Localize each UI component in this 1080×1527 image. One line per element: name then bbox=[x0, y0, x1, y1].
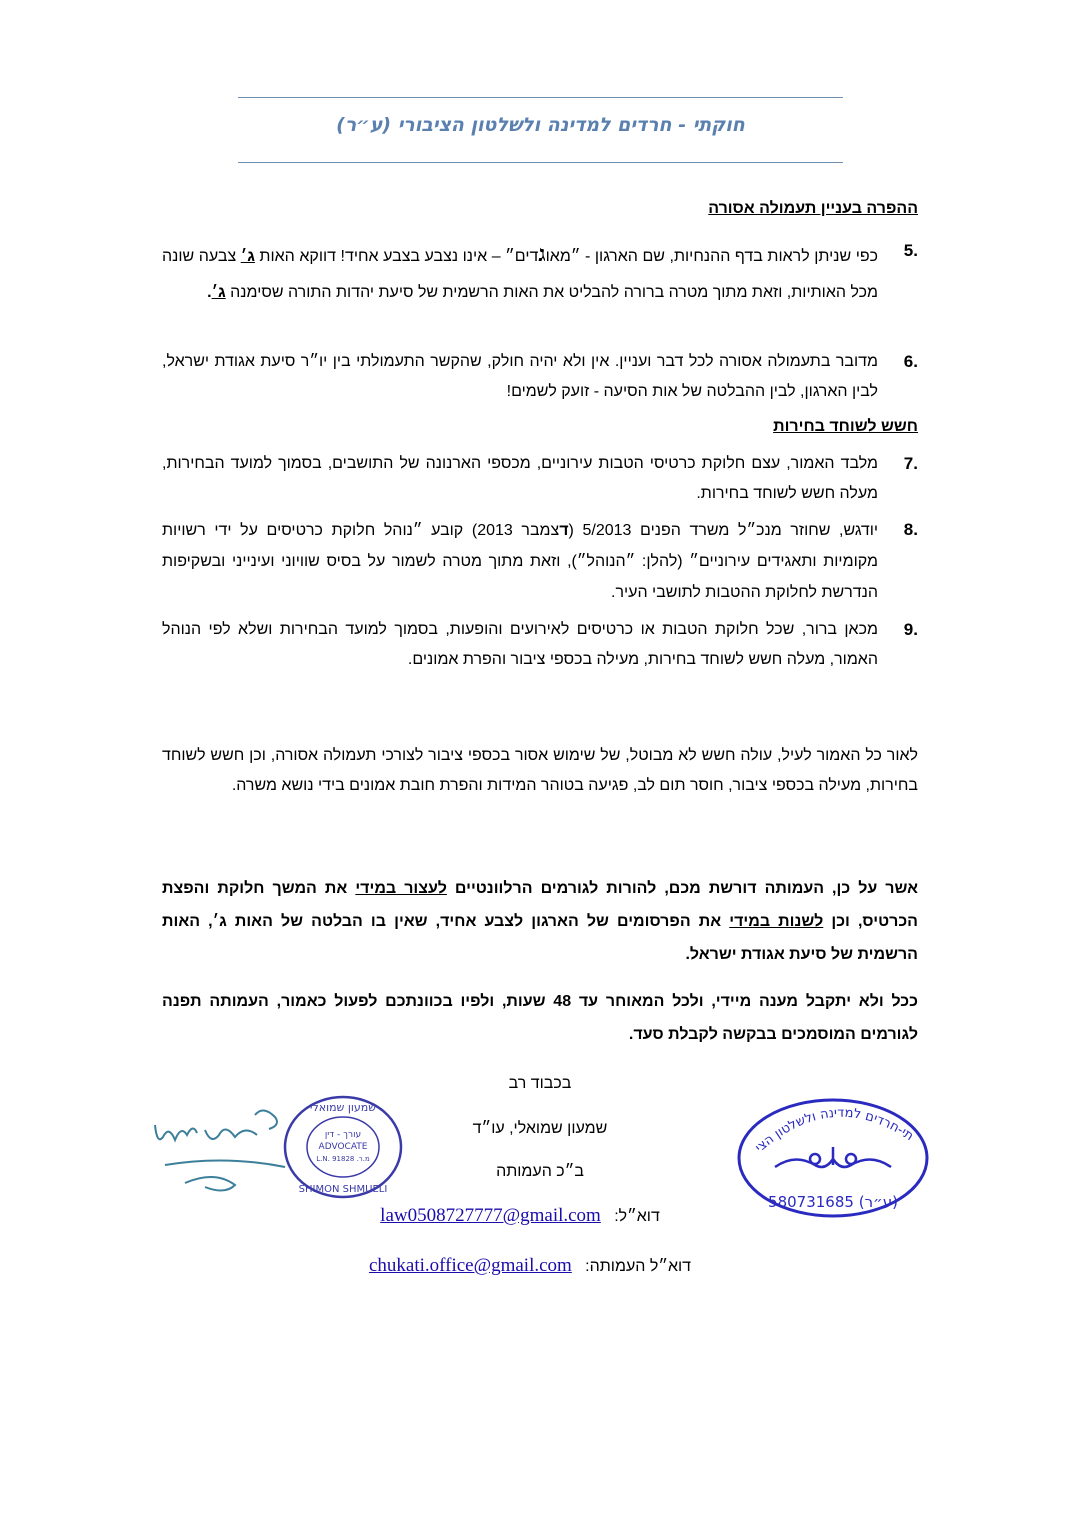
email-label: דוא״ל: bbox=[614, 1208, 660, 1225]
clause-text-part: . bbox=[207, 284, 212, 301]
clause-9 bbox=[162, 615, 918, 675]
clause-text bbox=[162, 515, 878, 608]
clause-text: מכאן ברור, שכל חלוקת הטבות או כרטיסים לאירועים והופעות, בסמוך למועד הבחירות ושלא לפי הנוהל האמור, מעלה חשש לשוחד בחירות, מעילה בכספי ציבור והפרת אמונים. bbox=[162, 621, 878, 668]
lawyer-stamp-title-en: ADVOCATE bbox=[318, 1142, 368, 1152]
bold-letter: ד bbox=[559, 522, 569, 539]
demand-paragraph bbox=[162, 872, 918, 971]
org-stamp-number: 580731685 (ע״ר) bbox=[768, 1193, 898, 1211]
clause-7 bbox=[162, 449, 918, 509]
clause-text-part: צמבר 2013) קובע ״נוהל חלוקת כרטיסים על ידי רשויות מקומיות ותאגידים עירוניים״ (להלן: ״הנוהל״), וזאת מתוך מטרה לשמור על בסיס שוויוני ועינייני ובשקיפות הנדרשת לחלוקת ההטבות לתושבי העיר. bbox=[162, 522, 878, 601]
demand-text-part: אשר על כן, העמותה דורשת מכם, להורות לגורמים הרלוונטיים bbox=[446, 880, 918, 897]
summary-paragraph: לאור כל האמור לעיל, עולה חשש לא מבוטל, של שימוש אסור בכספי ציבור לצורכי תעמולה אסורה, וכן חשש לשוחד בחירות, מעילה בכספי ציבור, חוסר תום לב, פגיעה בטוהר המידות והפרת חובת אמונים בידי נושא משרה. bbox=[162, 747, 918, 794]
clause-number: .6 bbox=[903, 352, 918, 371]
org-stamp bbox=[735, 1095, 931, 1221]
lawyer-stamp-title-he: עורך - דין bbox=[324, 1130, 362, 1140]
underlined-letter: ג׳ bbox=[240, 248, 255, 265]
demand-underlined: לשנות במידי bbox=[729, 913, 824, 930]
section-heading-bribery: חשש לשוחד בחירות bbox=[773, 418, 918, 435]
closing-line: בכבוד רב bbox=[508, 1075, 572, 1092]
handwritten-signature bbox=[145, 1095, 405, 1207]
underlined-letter: ג׳ bbox=[211, 284, 226, 301]
section-heading-propaganda: ההפרה בעניין תעמולה אסורה bbox=[708, 200, 918, 217]
clause-text-part: דים״ – אינו נצבע בצבע אחיד! דווקא האות bbox=[254, 248, 539, 265]
clause-number: .8 bbox=[903, 520, 918, 539]
org-title: חוקתי - חרדים למדינה ולשלטון הציבורי (ע״ר) bbox=[336, 114, 745, 136]
clause-5 bbox=[162, 236, 918, 311]
lawyer-stamp-name-en: SHIMON SHMUELI bbox=[298, 1184, 388, 1195]
clause-6 bbox=[162, 347, 918, 407]
clause-text: מדובר בתעמולה אסורה לכל דבר ועניין. אין ולא יהיה חולק, שהקשר התעמולתי בין יו״ר סיעת אגודת ישראל, לבין הארגון, לבין ההבלטה של אות הסיעה - זועק לשמים! bbox=[162, 353, 878, 400]
org-email-link[interactable]: chukati.office@gmail.com bbox=[368, 1255, 572, 1276]
clause-8 bbox=[162, 515, 918, 608]
header-bottom-rule bbox=[238, 162, 843, 163]
clause-number: .5 bbox=[903, 241, 918, 260]
org-email-line bbox=[330, 1255, 730, 1277]
clause-number: .9 bbox=[903, 620, 918, 639]
org-email-label: דוא״ל העמותה: bbox=[585, 1258, 692, 1275]
header-top-rule bbox=[238, 97, 843, 98]
lawyer-stamp-license: L.N. 91828 .מ.ר bbox=[316, 1155, 370, 1163]
clause-text bbox=[162, 236, 878, 311]
lawyer-signature-stamp bbox=[145, 1095, 405, 1207]
ornament-icon bbox=[775, 1147, 891, 1167]
clause-text-part: צבעה שונה מכל האותיות, וזאת מתוך מטרה ברורה להבליט את האות הרשמית של סיעת יהדות התורה שסימנה bbox=[162, 248, 878, 301]
org-stamp-text: תי-חרדים למדינה ולשלטון הצי bbox=[752, 1105, 917, 1156]
lawyer-stamp-name-he: שמעון שמואלי bbox=[310, 1101, 376, 1114]
lawyer-email-line bbox=[330, 1205, 710, 1227]
demand-underlined: לעצור במידי bbox=[355, 880, 447, 897]
highlighted-letter: ג bbox=[538, 241, 546, 267]
signer-role: ב״כ העמותה bbox=[496, 1163, 584, 1180]
org-stamp-graphic bbox=[735, 1095, 931, 1221]
clause-text: מלבד האמור, עצם חלוקת כרטיסי הטבות עירוניים, מכספי הארנונה של התושבים, בסמוך למועד הבחירות, מעלה חשש לשוחד בחירות. bbox=[162, 455, 878, 502]
clause-number: .7 bbox=[903, 454, 918, 473]
deadline-paragraph: ככל ולא יתקבל מענה מיידי, ולכל המאוחר עד 48 שעות, ולפיו בכוונתכם לפעול כאמור, העמותה תפנה לגורמים המוסמכים בבקשה לקבלת סעד. bbox=[162, 993, 918, 1043]
demand-text-part: את המשך חלוקת והפצת הכרטיס, וכן bbox=[162, 880, 918, 930]
lawyer-email-link[interactable]: law0508727777@gmail.com bbox=[380, 1205, 601, 1226]
signer-name: שמעון שמואלי, עו״ד bbox=[472, 1120, 608, 1137]
demand-text-part: את הפרסומים של הארגון לצבע אחיד, שאין בו הבלטה של האות ג׳, האות הרשמית של סיעת אגודת ישראל. bbox=[162, 913, 918, 963]
clause-text-part: כפי שניתן לראות בדף ההנחיות, שם הארגון - ״מאו bbox=[545, 248, 879, 265]
clause-text-part: יודגש, שחוזר מנכ״ל משרד הפנים 5/2013 ( bbox=[568, 522, 879, 539]
